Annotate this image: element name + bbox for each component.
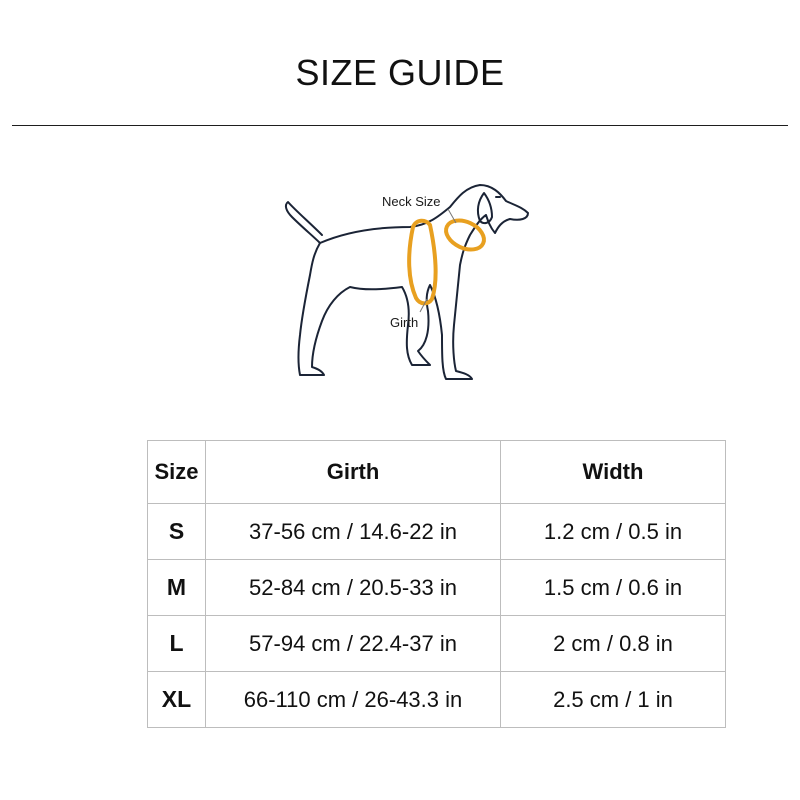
dog-outline-icon	[286, 185, 528, 379]
neck-measure-loop	[441, 215, 488, 255]
table-row	[148, 672, 726, 728]
neck-size-label: Neck Size	[382, 194, 441, 209]
girth-cell: 66-110 cm / 26-43.3 in	[206, 672, 501, 728]
table-row	[148, 560, 726, 616]
column-header-girth: Girth	[206, 441, 501, 504]
dog-measurement-illustration	[270, 175, 540, 385]
column-header-size: Size	[148, 441, 206, 504]
title-divider	[12, 125, 788, 126]
girth-label: Girth	[390, 315, 419, 330]
girth-cell: 37-56 cm / 14.6-22 in	[206, 504, 501, 560]
table-row	[148, 616, 726, 672]
size-cell: M	[148, 560, 206, 616]
size-cell: S	[148, 504, 206, 560]
column-header-width: Width	[501, 441, 726, 504]
size-cell: XL	[148, 672, 206, 728]
girth-cell: 57-94 cm / 22.4-37 in	[206, 616, 501, 672]
width-cell: 1.2 cm / 0.5 in	[501, 504, 726, 560]
girth-cell: 52-84 cm / 20.5-33 in	[206, 560, 501, 616]
table-row	[148, 504, 726, 560]
width-cell: 2 cm / 0.8 in	[501, 616, 726, 672]
width-cell: 1.5 cm / 0.6 in	[501, 560, 726, 616]
size-cell: L	[148, 616, 206, 672]
width-cell: 2.5 cm / 1 in	[501, 672, 726, 728]
table-header-row	[148, 441, 726, 504]
page-title: SIZE GUIDE	[295, 52, 505, 93]
size-table	[147, 440, 726, 728]
